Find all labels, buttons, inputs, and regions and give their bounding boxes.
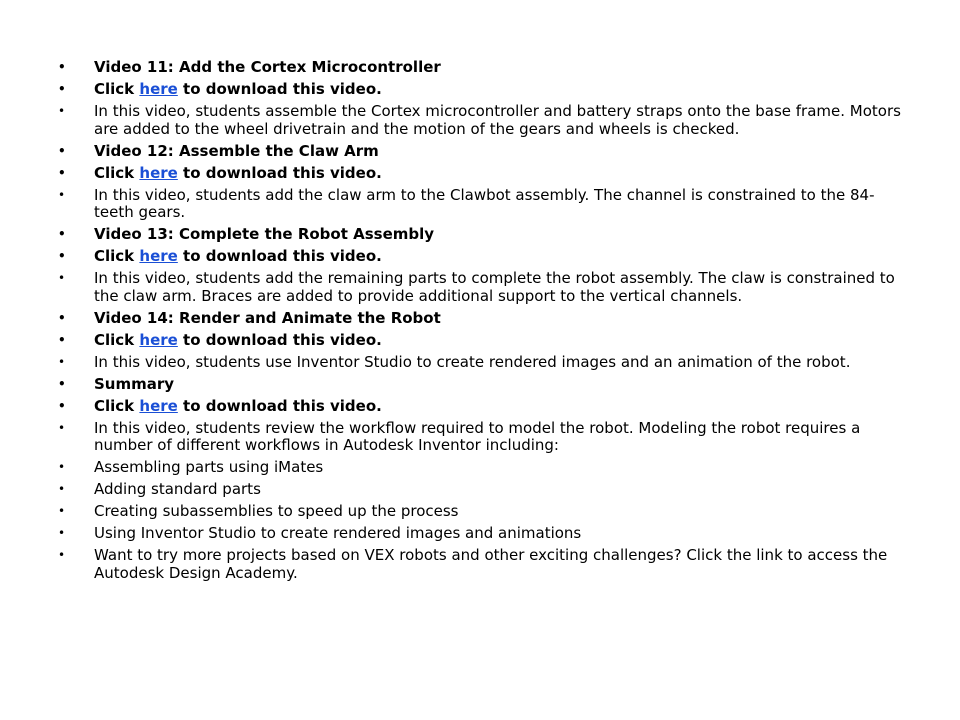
bullet-icon: • (58, 354, 66, 369)
bullet-icon: • (58, 227, 66, 241)
bullet-icon: • (58, 187, 66, 202)
bullet-icon: • (58, 420, 66, 435)
download-link-video-13[interactable]: here (139, 247, 178, 265)
bullet-icon: • (58, 332, 66, 347)
description-text: In this video, students assemble the Cortex microcontroller and battery straps onto the base frame. Motors are added to the wheel drivetrain and the motion of the gears and wheels is checked. (94, 102, 901, 138)
list-item-video-11-heading (58, 59, 908, 77)
heading-text: Summary (94, 374, 175, 393)
list-item-imates (58, 459, 908, 477)
list-item-video-11-download (58, 81, 908, 99)
bullet-icon: • (58, 104, 66, 118)
download-suffix: to download this video. (177, 330, 382, 349)
bullet-icon: • (58, 60, 66, 74)
heading-text: Video 13: Complete the Robot Assembly (94, 225, 435, 243)
download-suffix: to download this video. (177, 80, 382, 98)
download-link-summary[interactable]: here (139, 396, 178, 415)
download-suffix: to download this video. (177, 163, 382, 182)
bullet-icon: • (58, 526, 66, 540)
download-suffix: to download this video. (177, 247, 382, 265)
bullet-icon: • (58, 271, 66, 285)
bullet-icon: • (58, 310, 66, 325)
item-text: Using Inventor Studio to create rendered images and animations (94, 524, 582, 542)
description-text: In this video, students add the remaining parts to complete the robot assembly. The claw is constrained to the claw arm. Braces are added to provide additional support to the vertical channels. (94, 269, 895, 305)
list-item-summary-heading (58, 376, 908, 394)
bullet-icon: • (58, 504, 66, 518)
list-item-video-14-heading (58, 310, 908, 328)
download-prefix: Click (94, 247, 140, 265)
list-item-video-13-description (58, 270, 908, 305)
download-prefix: Click (94, 163, 140, 182)
item-text: Assembling parts using iMates (94, 458, 324, 476)
download-prefix: Click (94, 396, 140, 415)
bullet-list (58, 59, 908, 587)
download-prefix: Click (94, 330, 140, 349)
list-item-video-11-description (58, 103, 908, 138)
description-text: In this video, students review the workflow required to model the robot. Modeling the robot requires a number of different workflows in Autodesk Inventor including: (94, 418, 861, 454)
bullet-icon: • (58, 143, 66, 158)
item-text: Creating subassemblies to speed up the process (94, 502, 459, 520)
bullet-icon: • (58, 165, 66, 180)
download-link-video-12[interactable]: here (139, 163, 178, 182)
bullet-icon: • (58, 398, 66, 413)
bullet-icon: • (58, 249, 66, 263)
list-item-design-academy (58, 547, 908, 582)
list-item-summary-download (58, 398, 908, 416)
list-item-video-12-description (58, 187, 908, 222)
bullet-icon: • (58, 548, 66, 562)
bullet-icon: • (58, 82, 66, 96)
heading-text: Video 11: Add the Cortex Microcontroller (94, 58, 441, 76)
list-item-subassemblies (58, 503, 908, 521)
heading-text: Video 14: Render and Animate the Robot (94, 308, 441, 327)
description-text: In this video, students add the claw arm to the Clawbot assembly. The channel is constrained to the 84-teeth gears. (94, 185, 875, 221)
list-item-video-14-download (58, 332, 908, 350)
bullet-icon: • (58, 460, 66, 474)
list-item-video-13-download (58, 248, 908, 266)
list-item-inventor-studio (58, 525, 908, 543)
list-item-video-13-heading (58, 226, 908, 244)
download-prefix: Click (94, 80, 140, 98)
item-text: Adding standard parts (94, 480, 261, 498)
download-suffix: to download this video. (177, 396, 382, 415)
download-link-video-11[interactable]: here (139, 80, 178, 98)
bullet-icon: • (58, 482, 66, 496)
heading-text: Video 12: Assemble the Claw Arm (94, 141, 379, 160)
list-item-summary-description (58, 420, 908, 455)
list-item-video-14-description (58, 354, 908, 372)
list-item-standard-parts (58, 481, 908, 499)
item-text: Want to try more projects based on VEX robots and other exciting challenges? Click the link to access the Autodesk Design Academy. (94, 546, 888, 582)
description-text: In this video, students use Inventor Studio to create rendered images and an animation of the robot. (94, 352, 851, 371)
bullet-icon: • (58, 376, 66, 391)
download-link-video-14[interactable]: here (139, 330, 178, 349)
list-item-video-12-heading (58, 143, 908, 161)
list-item-video-12-download (58, 165, 908, 183)
